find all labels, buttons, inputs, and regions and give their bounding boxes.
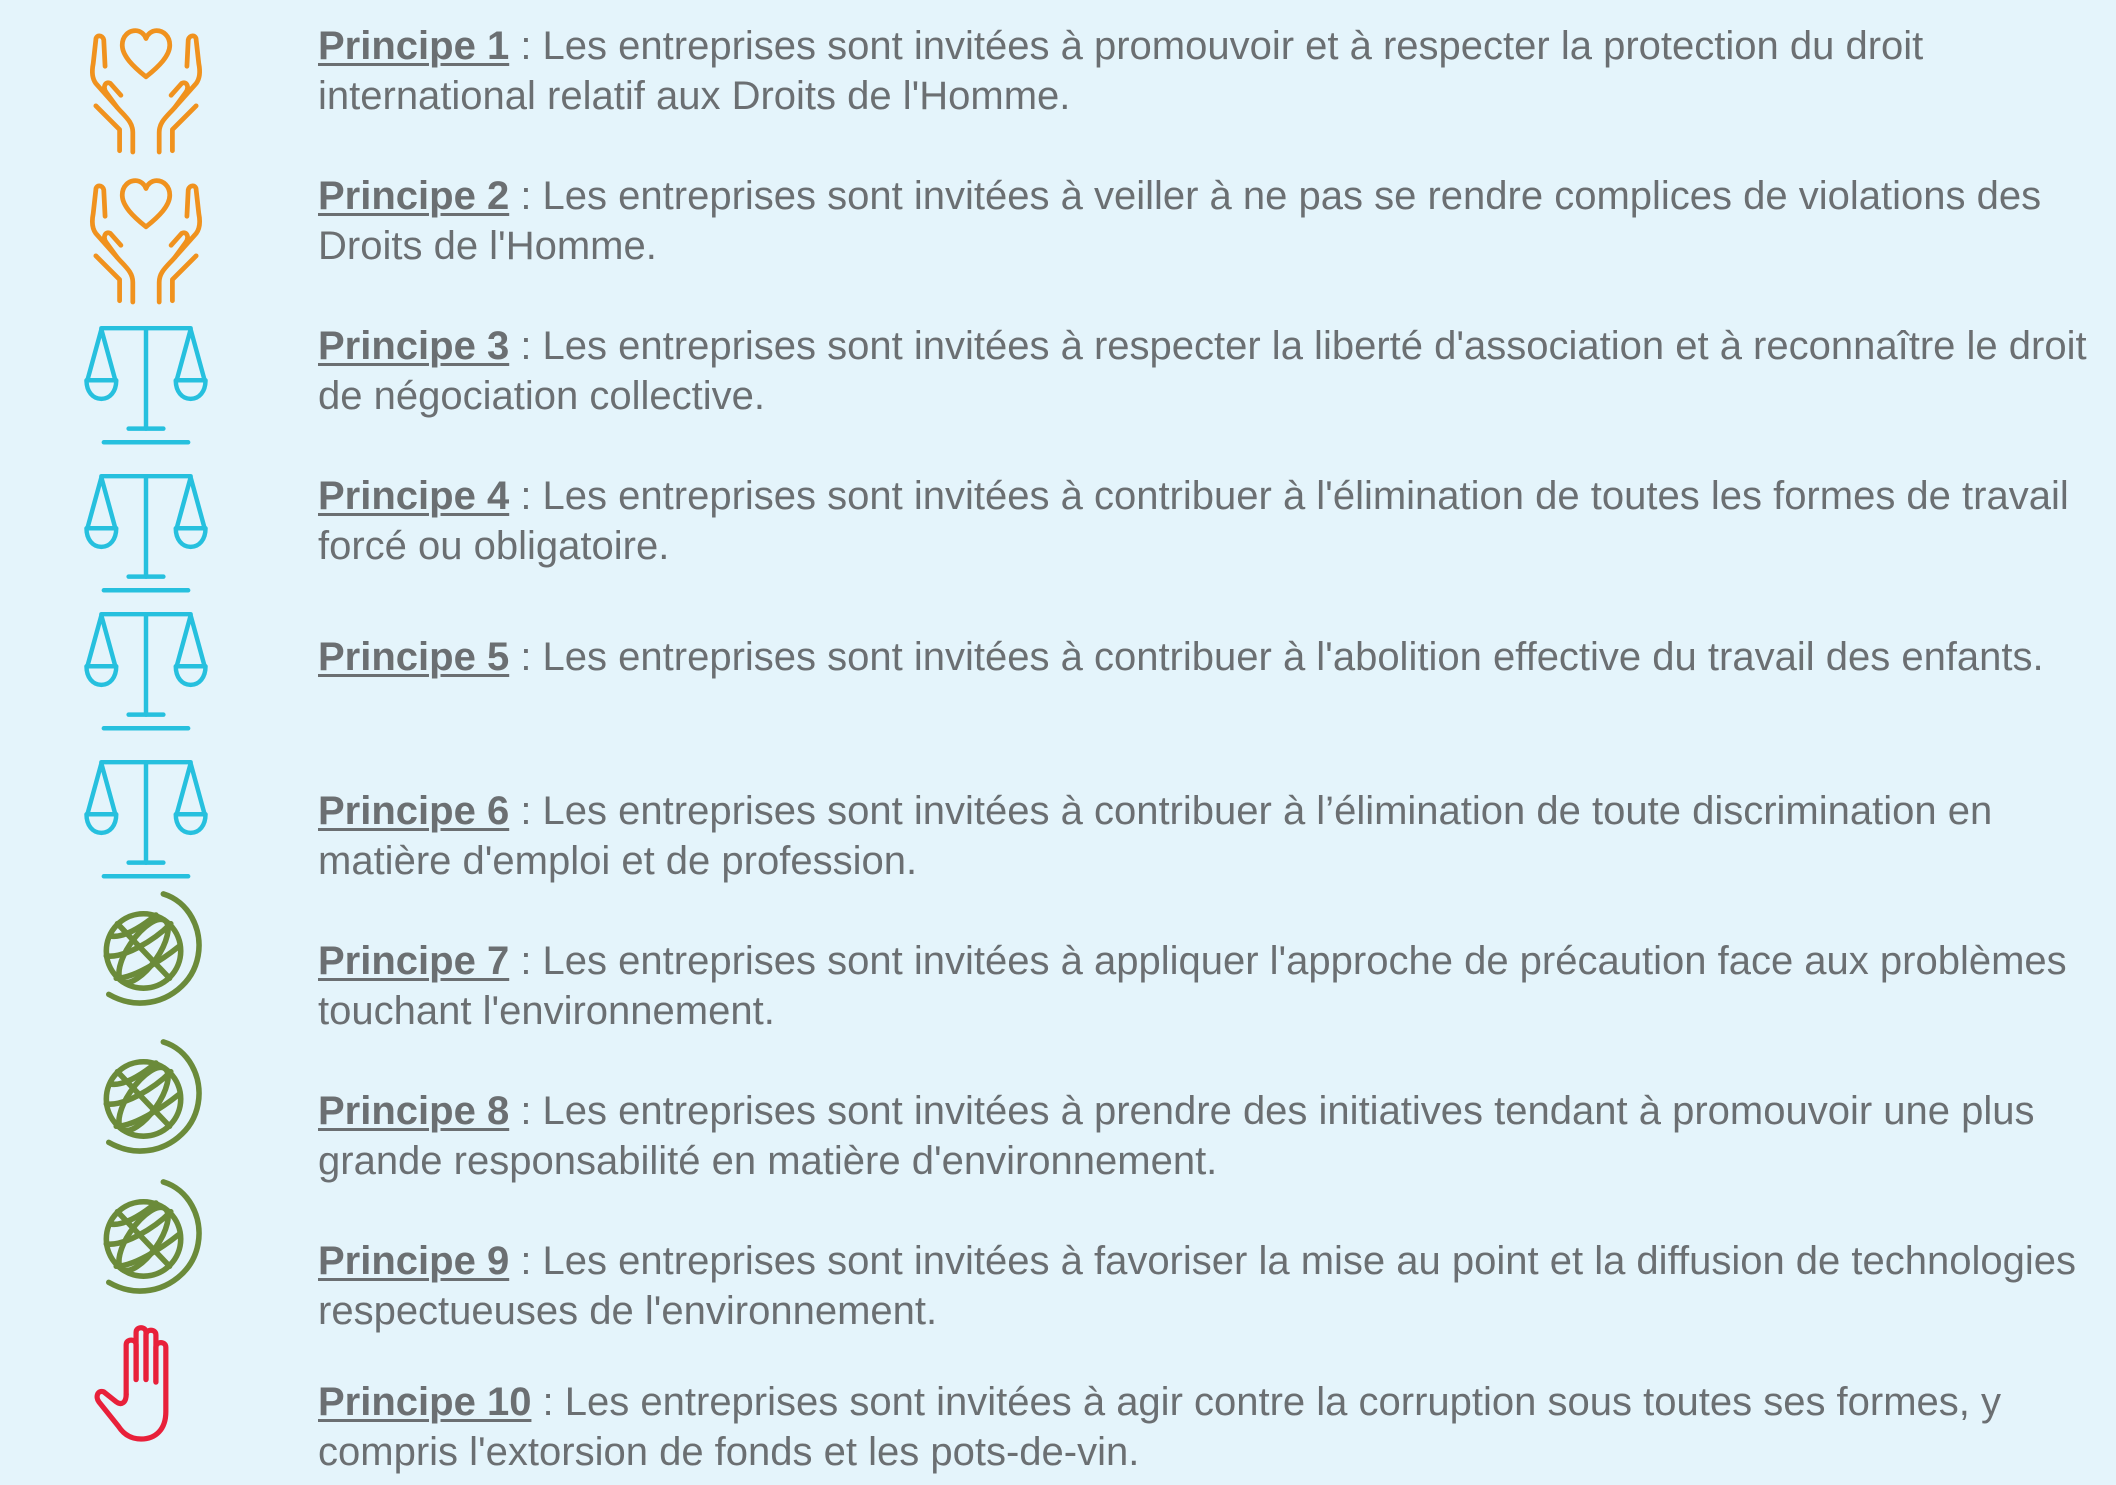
- principle-label: Principe 7: [318, 939, 510, 983]
- scales-icon: [64, 608, 228, 732]
- principle-separator: :: [509, 789, 543, 833]
- principle-description: Les entreprises sont invitées à favoriser la mise au point et la diffusion de technologies respectueuses de l'environnement.: [318, 1239, 2077, 1333]
- raised-hand-icon: [64, 1320, 228, 1444]
- principle-label: Principe 2: [318, 174, 510, 218]
- principle-text: [318, 321, 2088, 421]
- principle-description: Les entreprises sont invitées à prendre des initiatives tendant à promouvoir une plus grande responsabilité en matière d'environnement.: [318, 1089, 2035, 1183]
- principle-description: Les entreprises sont invitées à agir contre la corruption sous toutes ses formes, y compris l'extorsion de fonds et les pots-de-vin.: [318, 1380, 2002, 1474]
- principle-label: Principe 1: [318, 24, 510, 68]
- principle-label: Principe 3: [318, 324, 510, 368]
- principle-text: [318, 936, 2088, 1036]
- principle-description: Les entreprises sont invitées à veiller à ne pas se rendre complices de violations des Droits de l'Homme.: [318, 174, 2042, 268]
- scales-icon: [64, 756, 228, 880]
- principle-separator: :: [531, 1380, 565, 1424]
- principle-separator: :: [509, 324, 543, 368]
- principle-separator: :: [509, 24, 543, 68]
- principle-separator: :: [509, 635, 543, 679]
- principle-text: [318, 1086, 2088, 1186]
- principle-separator: :: [509, 939, 543, 983]
- principle-separator: :: [509, 474, 543, 518]
- principle-separator: :: [509, 1239, 543, 1283]
- hands-heart-icon: [64, 24, 228, 156]
- scales-icon: [64, 322, 228, 446]
- principle-text: [318, 1377, 2088, 1477]
- principle-description: Les entreprises sont invitées à appliquer l'approche de précaution face aux problèmes touchant l'environnement.: [318, 939, 2067, 1033]
- principle-description: Les entreprises sont invitées à contribuer à l'abolition effective du travail des enfants.: [542, 635, 2044, 679]
- principle-text: [318, 632, 2088, 682]
- globe-icon: [64, 1032, 228, 1156]
- principle-separator: :: [509, 174, 543, 218]
- principle-text: [318, 1236, 2088, 1336]
- principle-description: Les entreprises sont invitées à promouvoir et à respecter la protection du droit international relatif aux Droits de l'Homme.: [318, 24, 1924, 118]
- principle-description: Les entreprises sont invitées à contribuer à l'élimination de toutes les formes de travail forcé ou obligatoire.: [318, 474, 2069, 568]
- principle-label: Principe 8: [318, 1089, 510, 1133]
- principle-label: Principe 10: [318, 1380, 532, 1424]
- principle-label: Principe 4: [318, 474, 510, 518]
- principle-label: Principe 5: [318, 635, 510, 679]
- principle-text: [318, 471, 2088, 571]
- principle-text: [318, 21, 2088, 121]
- globe-icon: [64, 1172, 228, 1296]
- globe-icon: [64, 884, 228, 1008]
- principle-text: [318, 171, 2088, 271]
- principle-text: [318, 786, 2088, 886]
- principle-label: Principe 9: [318, 1239, 510, 1283]
- hands-heart-icon: [64, 174, 228, 306]
- scales-icon: [64, 470, 228, 594]
- principle-separator: :: [509, 1089, 543, 1133]
- principle-label: Principe 6: [318, 789, 510, 833]
- principle-description: Les entreprises sont invitées à contribuer à l’élimination de toute discrimination en matière d'emploi et de profession.: [318, 789, 1993, 883]
- principle-description: Les entreprises sont invitées à respecter la liberté d'association et à reconnaître le droit de négociation collective.: [318, 324, 2087, 418]
